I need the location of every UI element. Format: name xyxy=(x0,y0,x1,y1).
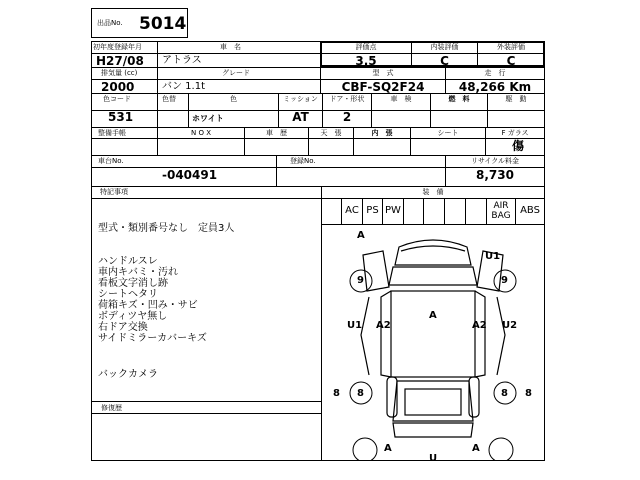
h-line xyxy=(91,138,545,139)
mission-label: ミッション xyxy=(283,95,318,103)
nox-label: N O X xyxy=(191,129,211,137)
remark-item: 車内キバミ・汚れ xyxy=(98,267,178,278)
remark-item: ボディツヤ無し xyxy=(98,311,168,322)
v-line xyxy=(423,198,424,224)
mark-a-bottom-left: A xyxy=(384,443,392,454)
year-label: 初年度登録年月 xyxy=(93,43,142,51)
fuel-label: 燃 料 xyxy=(448,95,470,103)
cc-value: 2000 xyxy=(101,80,135,94)
type-note: 型式・類別番号なし 定員3人 xyxy=(98,223,235,234)
mark-a-center: A xyxy=(429,310,437,321)
equip-airbag: AIR BAG xyxy=(491,201,511,221)
v-line xyxy=(403,198,404,224)
mark-u-bottom: U xyxy=(429,453,438,464)
v-line xyxy=(157,67,158,93)
v-line xyxy=(465,198,466,224)
remark-item: シートヘタリ xyxy=(98,289,158,300)
special-label: 特記事項 xyxy=(100,188,128,196)
sunroof-label: 天 張 xyxy=(320,129,342,137)
model-value: CBF-SQ2F24 xyxy=(341,80,425,94)
v-line xyxy=(157,41,158,67)
interior-label: 内装評価 xyxy=(430,43,459,51)
seat-label: シート xyxy=(437,129,459,137)
h-line xyxy=(91,413,321,414)
color-value: ホワイト xyxy=(192,114,224,123)
remarks-list xyxy=(98,256,207,344)
v-line xyxy=(444,198,445,224)
doors-value: 2 xyxy=(342,110,352,124)
color-code-value: 531 xyxy=(108,110,134,124)
mark-9-left: 9 xyxy=(357,275,364,286)
reg-label: 登録No. xyxy=(290,157,316,165)
mark-8-right-out: 8 xyxy=(525,388,532,399)
mark-8-left-out: 8 xyxy=(333,388,340,399)
remark-item: ハンドルスレ xyxy=(98,256,158,267)
v-line xyxy=(276,155,277,186)
grade-value: バン 1.1t xyxy=(162,81,206,92)
score-label: 評価点 xyxy=(355,43,377,51)
h-line xyxy=(91,127,545,128)
doors-label: ドア・形状 xyxy=(329,95,365,103)
glass-value: 傷 xyxy=(512,139,525,153)
mark-a2-left: A2 xyxy=(376,320,391,331)
remark-item: 荷箱キズ・凹み・サビ xyxy=(98,300,198,311)
h-line xyxy=(91,198,545,199)
exterior-value: C xyxy=(506,54,516,68)
equip-ps: PS xyxy=(366,205,379,216)
h-line xyxy=(91,155,545,156)
chassis-value: -040491 xyxy=(162,168,218,182)
mark-a-bottom-right: A xyxy=(472,443,480,454)
name-value: アトラス xyxy=(162,55,202,66)
mark-9-right: 9 xyxy=(501,275,508,286)
model-label: 型 式 xyxy=(372,69,394,77)
h-line xyxy=(91,401,321,402)
mark-a2-right: A2 xyxy=(472,320,487,331)
exterior-label: 外装評価 xyxy=(497,43,525,51)
color-code-label: 色コード xyxy=(103,95,131,103)
remark-item: 看板文字消し跡 xyxy=(98,278,168,289)
history-label: 車 歴 xyxy=(266,129,287,137)
lot-label: 出品No. xyxy=(97,19,123,27)
recycle-value: 8,730 xyxy=(476,168,514,182)
mark-u1-top: U1 xyxy=(485,251,501,262)
manual-label: 整備手帳 xyxy=(98,129,126,137)
equip-pw: PW xyxy=(385,205,401,216)
name-label: 車 名 xyxy=(220,43,241,51)
equip-ac: AC xyxy=(345,205,359,216)
recycle-label: リサイクル料金 xyxy=(470,157,520,165)
vehicle-diagram xyxy=(321,225,545,461)
mark-u2-right: U2 xyxy=(502,320,518,331)
mileage-value: 48,266 Km xyxy=(458,80,532,94)
v-line xyxy=(157,93,158,127)
color-no-label: 色替 xyxy=(162,95,176,103)
extra-note: バックカメラ xyxy=(98,369,158,380)
mark-8-right-in: 8 xyxy=(501,388,508,399)
cc-label: 排気量 (cc) xyxy=(101,69,138,77)
check-label: 車 検 xyxy=(390,95,412,103)
remark-item: サイドミラーカバーキズ xyxy=(98,333,207,344)
equipment-label: 装 備 xyxy=(422,188,444,196)
mission-value: AT xyxy=(292,110,309,124)
remark-item: 右ドア交換 xyxy=(98,322,148,333)
mark-a-top: A xyxy=(357,230,365,241)
lot-box xyxy=(91,8,188,38)
mileage-label: 走 行 xyxy=(484,69,506,77)
chassis-label: 車台No. xyxy=(98,157,124,165)
drive-label: 駆 動 xyxy=(505,95,527,103)
interior-value: C xyxy=(440,54,449,68)
repair-label: 修復歴 xyxy=(101,404,122,412)
equip-abs: ABS xyxy=(520,205,540,216)
grade-label: グレード xyxy=(222,69,250,77)
inner-lining-label: 内 張 xyxy=(371,129,393,137)
lot-number: 5014 xyxy=(139,14,187,34)
score-value: 3.5 xyxy=(355,54,377,68)
h-line xyxy=(91,186,545,187)
year-value: H27/08 xyxy=(96,54,144,68)
mark-8-left-in: 8 xyxy=(357,388,364,399)
mark-u1-left: U1 xyxy=(347,320,363,331)
glass-label: F ガラス xyxy=(501,129,529,137)
color-label: 色 xyxy=(230,95,237,103)
